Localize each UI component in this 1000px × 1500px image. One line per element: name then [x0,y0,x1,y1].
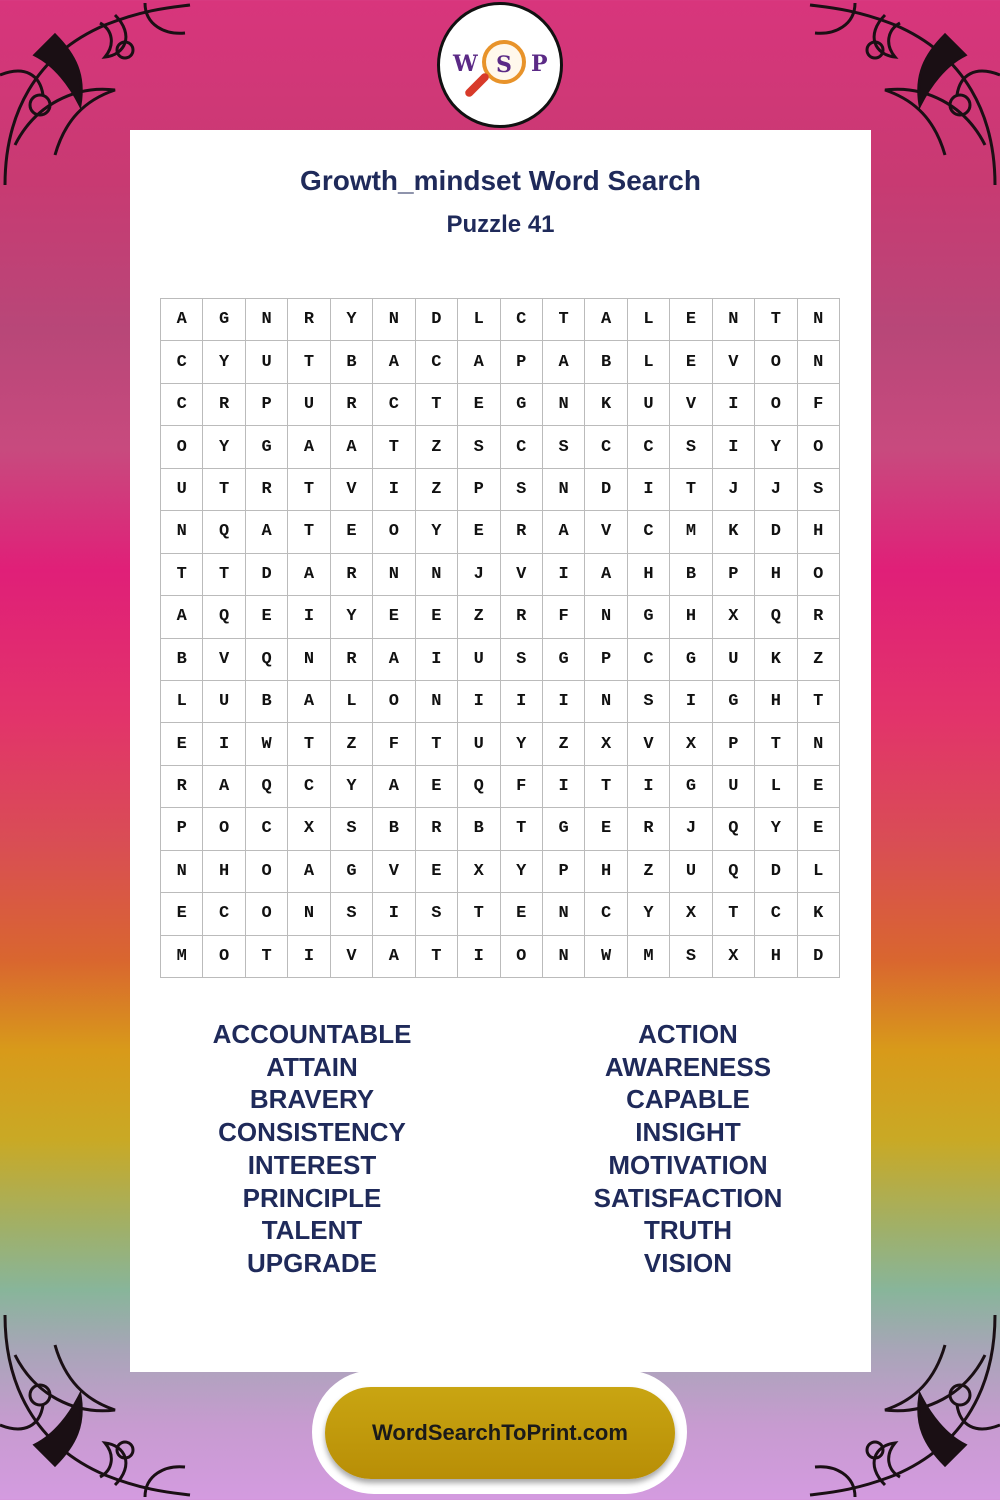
grid-cell: S [331,893,373,935]
grid-cell: L [161,681,203,723]
grid-cell: Z [628,851,670,893]
grid-cell: Z [543,723,585,765]
grid-cell: M [670,511,712,553]
grid-cell: A [331,426,373,468]
grid-cell: T [755,299,797,341]
grid-cell: D [416,299,458,341]
grid-cell: S [458,426,500,468]
grid-cell: O [798,426,840,468]
grid-cell: T [288,511,330,553]
grid-cell: T [416,936,458,978]
grid-cell: S [331,808,373,850]
grid-cell: N [416,554,458,596]
grid-cell: A [373,639,415,681]
word-list-item: SATISFACTION [593,1182,783,1213]
grid-cell: L [798,851,840,893]
grid-cell: T [798,681,840,723]
grid-cell: A [203,766,245,808]
grid-cell: R [628,808,670,850]
grid-cell: C [416,341,458,383]
grid-cell: Y [755,426,797,468]
grid-cell: N [798,299,840,341]
grid-cell: H [670,596,712,638]
grid-cell: Y [501,723,543,765]
word-list-item: INSIGHT [635,1117,741,1148]
grid-cell: E [501,893,543,935]
grid-cell: W [246,723,288,765]
grid-cell: V [713,341,755,383]
grid-cell: Y [331,299,373,341]
grid-cell: Z [331,723,373,765]
grid-cell: L [628,299,670,341]
grid-cell: T [416,384,458,426]
grid-cell: O [755,384,797,426]
grid-cell: D [585,469,627,511]
grid-cell: C [501,299,543,341]
grid-cell: I [628,469,670,511]
grid-cell: V [331,469,373,511]
grid-cell: H [798,511,840,553]
grid-cell: P [161,808,203,850]
grid-cell: T [501,808,543,850]
word-list-item: ACCOUNTABLE [212,1019,412,1049]
grid-cell: C [501,426,543,468]
grid-cell: I [670,681,712,723]
grid-cell: N [713,299,755,341]
grid-cell: G [501,384,543,426]
grid-cell: O [203,808,245,850]
grid-cell: T [288,469,330,511]
grid-cell: G [246,426,288,468]
grid-cell: P [713,554,755,596]
grid-cell: E [458,384,500,426]
grid-cell: N [543,384,585,426]
grid-cell: Y [755,808,797,850]
grid-cell: A [373,766,415,808]
grid-cell: I [713,384,755,426]
grid-cell: H [628,554,670,596]
grid-cell: Q [713,808,755,850]
grid-cell: E [798,808,840,850]
grid-cell: T [203,469,245,511]
word-list-item: MOTIVATION [608,1149,768,1180]
grid-cell: X [585,723,627,765]
grid-cell: C [628,426,670,468]
grid-cell: N [798,341,840,383]
grid-cell: S [416,893,458,935]
grid-cell: Q [755,596,797,638]
grid-cell: R [246,469,288,511]
grid-cell: C [628,511,670,553]
grid-cell: R [331,554,373,596]
grid-cell: E [458,511,500,553]
grid-cell: P [458,469,500,511]
grid-cell: A [161,299,203,341]
grid-cell: N [416,681,458,723]
grid-cell: S [501,469,543,511]
grid-cell: K [585,384,627,426]
grid-cell: G [628,596,670,638]
grid-cell: T [458,893,500,935]
grid-cell: V [585,511,627,553]
grid-cell: I [628,766,670,808]
puzzle-number: Puzzle 41 [446,211,555,238]
wsp-logo [437,2,563,128]
grid-cell: I [543,681,585,723]
grid-cell: O [798,554,840,596]
grid-cell: O [246,851,288,893]
grid-cell: A [373,936,415,978]
grid-cell: C [288,766,330,808]
grid-cell: X [458,851,500,893]
word-list-item: AWARENESS [604,1051,772,1082]
grid-cell: P [246,384,288,426]
grid-cell: N [373,299,415,341]
grid-cell: X [670,893,712,935]
word-list-item: VISION [643,1247,733,1278]
grid-cell: N [585,596,627,638]
grid-cell: I [458,681,500,723]
grid-cell: B [670,554,712,596]
grid-cell: A [288,554,330,596]
grid-cell: S [798,469,840,511]
grid-cell: E [161,723,203,765]
grid-cell: D [755,511,797,553]
grid-cell: E [373,596,415,638]
word-list-item: PRINCIPLE [242,1182,382,1213]
grid-cell: D [755,851,797,893]
puzzle-card [130,130,871,1372]
grid-cell: R [203,384,245,426]
grid-cell: V [628,723,670,765]
grid-cell: Q [246,639,288,681]
grid-cell: E [416,596,458,638]
grid-cell: O [161,426,203,468]
grid-cell: E [416,851,458,893]
grid-cell: U [161,469,203,511]
grid-cell: B [331,341,373,383]
grid-cell: J [713,469,755,511]
grid-cell: C [161,384,203,426]
grid-cell: A [288,851,330,893]
grid-cell: L [755,766,797,808]
grid-cell: R [501,596,543,638]
logo-letter-w: W [453,51,478,77]
grid-cell: J [755,469,797,511]
grid-cell: E [670,341,712,383]
grid-cell: S [628,681,670,723]
grid-cell: J [670,808,712,850]
grid-cell: E [798,766,840,808]
site-url: WordSearchToPrint.com [372,1420,628,1445]
grid-cell: N [373,554,415,596]
grid-cell: M [628,936,670,978]
grid-cell: K [755,639,797,681]
grid-cell: Z [416,426,458,468]
grid-cell: N [161,511,203,553]
grid-cell: P [713,723,755,765]
grid-cell: A [543,341,585,383]
grid-cell: A [288,681,330,723]
grid-cell: I [713,426,755,468]
grid-cell: U [288,384,330,426]
word-list-item: ACTION [638,1019,738,1049]
grid-cell: F [543,596,585,638]
grid-cell: T [543,299,585,341]
grid-cell: K [713,511,755,553]
grid-cell: G [203,299,245,341]
grid-cell: A [458,341,500,383]
grid-cell: A [585,299,627,341]
word-list-right [538,1018,838,1280]
grid-cell: E [585,808,627,850]
grid-cell: T [416,723,458,765]
grid-cell: Z [798,639,840,681]
grid-cell: R [501,511,543,553]
grid-cell: E [246,596,288,638]
word-list-item: BRAVERY [249,1084,375,1115]
grid-cell: T [585,766,627,808]
grid-cell: G [670,639,712,681]
grid-cell: X [713,596,755,638]
grid-cell: I [416,639,458,681]
grid-cell: V [373,851,415,893]
word-list-item: ATTAIN [266,1051,358,1082]
grid-cell: O [755,341,797,383]
grid-cell: U [628,384,670,426]
grid-cell: X [713,936,755,978]
grid-cell: L [628,341,670,383]
grid-cell: Y [203,426,245,468]
grid-cell: K [798,893,840,935]
grid-cell: C [161,341,203,383]
grid-cell: U [203,681,245,723]
grid-cell: T [161,554,203,596]
grid-cell: N [543,469,585,511]
grid-cell: N [161,851,203,893]
grid-cell: Q [203,511,245,553]
grid-cell: H [203,851,245,893]
grid-cell: A [373,341,415,383]
grid-cell: Y [331,596,373,638]
grid-cell: O [501,936,543,978]
grid-cell: U [713,639,755,681]
grid-cell: T [203,554,245,596]
grid-cell: I [543,766,585,808]
grid-cell: R [331,384,373,426]
grid-cell: B [161,639,203,681]
grid-cell: R [161,766,203,808]
grid-cell: E [670,299,712,341]
grid-cell: G [670,766,712,808]
grid-cell: B [373,808,415,850]
grid-cell: Q [713,851,755,893]
grid-cell: T [670,469,712,511]
letter-grid [160,298,840,978]
grid-cell: T [755,723,797,765]
grid-cell: M [161,936,203,978]
grid-cell: W [585,936,627,978]
grid-cell: G [331,851,373,893]
grid-cell: Q [458,766,500,808]
word-list-item: UPGRADE [246,1247,377,1278]
grid-cell: C [585,893,627,935]
grid-cell: N [798,723,840,765]
grid-cell: U [246,341,288,383]
grid-cell: N [543,936,585,978]
grid-cell: V [501,554,543,596]
grid-cell: Q [203,596,245,638]
grid-cell: R [331,639,373,681]
grid-cell: R [798,596,840,638]
grid-cell: C [246,808,288,850]
grid-cell: I [458,936,500,978]
grid-cell: T [373,426,415,468]
grid-cell: E [416,766,458,808]
grid-cell: B [585,341,627,383]
grid-cell: N [288,639,330,681]
grid-cell: A [543,511,585,553]
grid-cell: Y [501,851,543,893]
grid-cell: S [670,426,712,468]
grid-cell: I [543,554,585,596]
grid-cell: V [203,639,245,681]
grid-cell: S [543,426,585,468]
grid-cell: F [373,723,415,765]
grid-cell: A [246,511,288,553]
grid-cell: C [755,893,797,935]
grid-cell: X [288,808,330,850]
grid-cell: E [161,893,203,935]
grid-cell: U [713,766,755,808]
grid-cell: I [373,469,415,511]
grid-cell: H [755,936,797,978]
grid-cell: G [543,808,585,850]
grid-cell: E [331,511,373,553]
grid-cell: Y [416,511,458,553]
word-list-item: INTEREST [247,1149,377,1180]
grid-cell: L [458,299,500,341]
logo-letter-p: P [531,51,548,77]
logo-letter-s: S [496,52,512,78]
grid-cell: P [543,851,585,893]
grid-cell: R [416,808,458,850]
grid-cell: F [501,766,543,808]
grid-cell: D [798,936,840,978]
grid-cell: T [713,893,755,935]
grid-cell: T [288,723,330,765]
grid-cell: U [670,851,712,893]
grid-cell: U [458,723,500,765]
grid-cell: L [331,681,373,723]
grid-cell: Z [458,596,500,638]
grid-cell: P [585,639,627,681]
grid-cell: B [458,808,500,850]
grid-cell: X [670,723,712,765]
word-list-item: TRUTH [643,1215,733,1246]
grid-cell: Y [203,341,245,383]
grid-cell: A [161,596,203,638]
footer-site-link[interactable] [325,1387,675,1479]
grid-cell: H [755,681,797,723]
grid-cell: C [585,426,627,468]
grid-cell: D [246,554,288,596]
grid-cell: Y [628,893,670,935]
grid-cell: O [373,681,415,723]
grid-cell: B [246,681,288,723]
grid-cell: C [373,384,415,426]
grid-cell: I [203,723,245,765]
grid-cell: I [288,596,330,638]
grid-cell: C [628,639,670,681]
grid-cell: V [670,384,712,426]
word-list-item: CAPABLE [626,1084,750,1115]
grid-cell: N [543,893,585,935]
grid-cell: S [670,936,712,978]
grid-cell: Q [246,766,288,808]
grid-cell: T [246,936,288,978]
grid-cell: O [203,936,245,978]
puzzle-title: Growth_mindset Word Search [300,165,701,196]
grid-cell: G [543,639,585,681]
grid-cell: I [288,936,330,978]
grid-cell: T [288,341,330,383]
grid-cell: H [755,554,797,596]
grid-cell: U [458,639,500,681]
grid-cell: A [288,426,330,468]
grid-cell: C [203,893,245,935]
grid-cell: Y [331,766,373,808]
grid-cell: I [373,893,415,935]
grid-cell: V [331,936,373,978]
grid-cell: N [246,299,288,341]
word-list-left [162,1018,462,1280]
grid-cell: R [288,299,330,341]
grid-cell: S [501,639,543,681]
grid-cell: J [458,554,500,596]
grid-cell: O [373,511,415,553]
grid-cell: N [288,893,330,935]
grid-cell: N [585,681,627,723]
grid-cell: G [713,681,755,723]
word-list-item: TALENT [261,1215,363,1246]
grid-cell: P [501,341,543,383]
grid-cell: Z [416,469,458,511]
grid-cell: A [585,554,627,596]
grid-cell: O [246,893,288,935]
grid-cell: I [501,681,543,723]
grid-cell: F [798,384,840,426]
word-list-item: CONSISTENCY [218,1117,406,1148]
grid-cell: H [585,851,627,893]
